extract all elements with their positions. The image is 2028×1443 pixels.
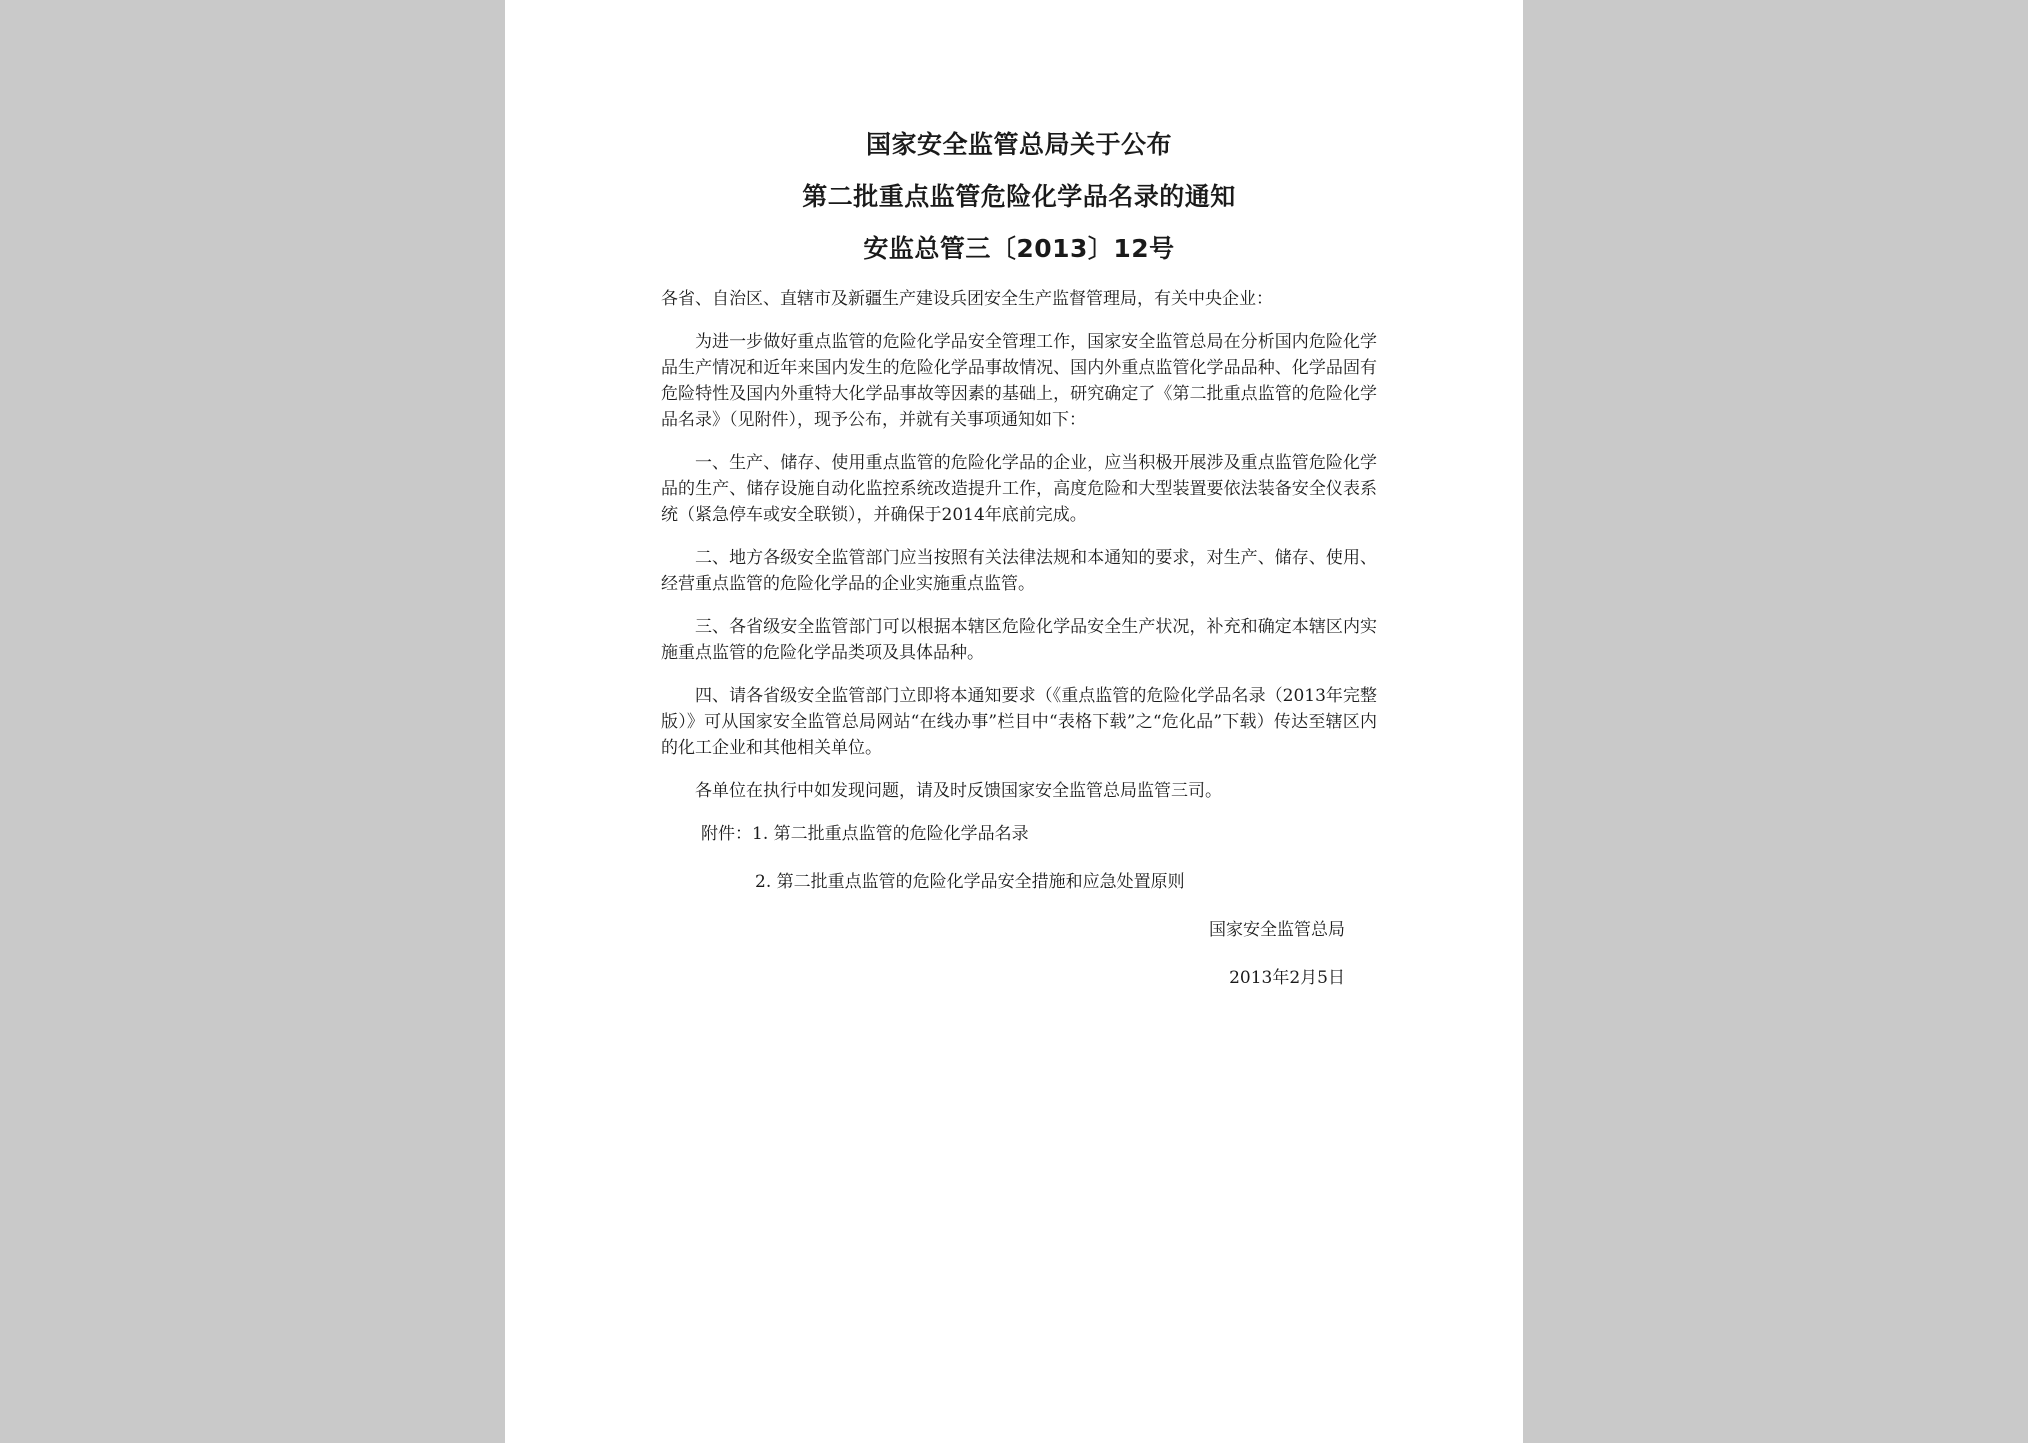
document-content bbox=[661, 130, 1377, 1013]
title-line-2: 第二批重点监管危险化学品名录的通知 bbox=[802, 182, 1236, 211]
issuer: 国家安全监管总局 bbox=[1209, 920, 1345, 940]
attachment-1: 附件：1. 第二批重点监管的危险化学品名录 bbox=[701, 824, 1029, 844]
paragraph-item-3: 三、各省级安全监管部门可以根据本辖区危险化学品安全生产状况，补充和确定本辖区内实施重点监管的危险化学品类项及具体品种。 bbox=[661, 617, 1377, 663]
paragraph-feedback: 各单位在执行中如发现问题，请及时反馈国家安全监管总局监管三司。 bbox=[695, 781, 1222, 801]
attachment-2: 2. 第二批重点监管的危险化学品安全措施和应急处置原则 bbox=[755, 872, 1185, 892]
paragraph-item-2: 二、地方各级安全监管部门应当按照有关法律法规和本通知的要求，对生产、储存、使用、经营重点监管的危险化学品的企业实施重点监管。 bbox=[661, 548, 1377, 594]
document-number: 安监总管三〔2013〕12号 bbox=[863, 234, 1175, 263]
paragraph-item-4: 四、请各省级安全监管部门立即将本通知要求（《重点监管的危险化学品名录（2013年完整版）》可从国家安全监管总局网站“在线办事”栏目中“表格下载”之“危化品”下载）传达至辖区内的化工企业和其他相关单位。 bbox=[661, 686, 1377, 758]
document-page bbox=[505, 0, 1523, 1443]
issue-date: 2013年2月5日 bbox=[1229, 968, 1345, 988]
document-title bbox=[661, 130, 1377, 264]
salutation: 各省、自治区、直辖市及新疆生产建设兵团安全生产监督管理局，有关中央企业： bbox=[661, 289, 1273, 309]
paragraph-item-1: 一、生产、储存、使用重点监管的危险化学品的企业，应当积极开展涉及重点监管危险化学品的生产、储存设施自动化监控系统改造提升工作，高度危险和大型装置要依法装备安全仪表系统（紧急停车或安全联锁），并确保于2014年底前完成。 bbox=[661, 453, 1377, 525]
paragraph-intro: 为进一步做好重点监管的危险化学品安全管理工作，国家安全监管总局在分析国内危险化学品生产情况和近年来国内发生的危险化学品事故情况、国内外重点监管化学品品种、化学品固有危险特性及国内外重特大化学品事故等因素的基础上，研究确定了《第二批重点监管的危险化学品名录》（见附件），现予公布，并就有关事项通知如下： bbox=[661, 332, 1377, 430]
title-line-1: 国家安全监管总局关于公布 bbox=[865, 130, 1172, 159]
